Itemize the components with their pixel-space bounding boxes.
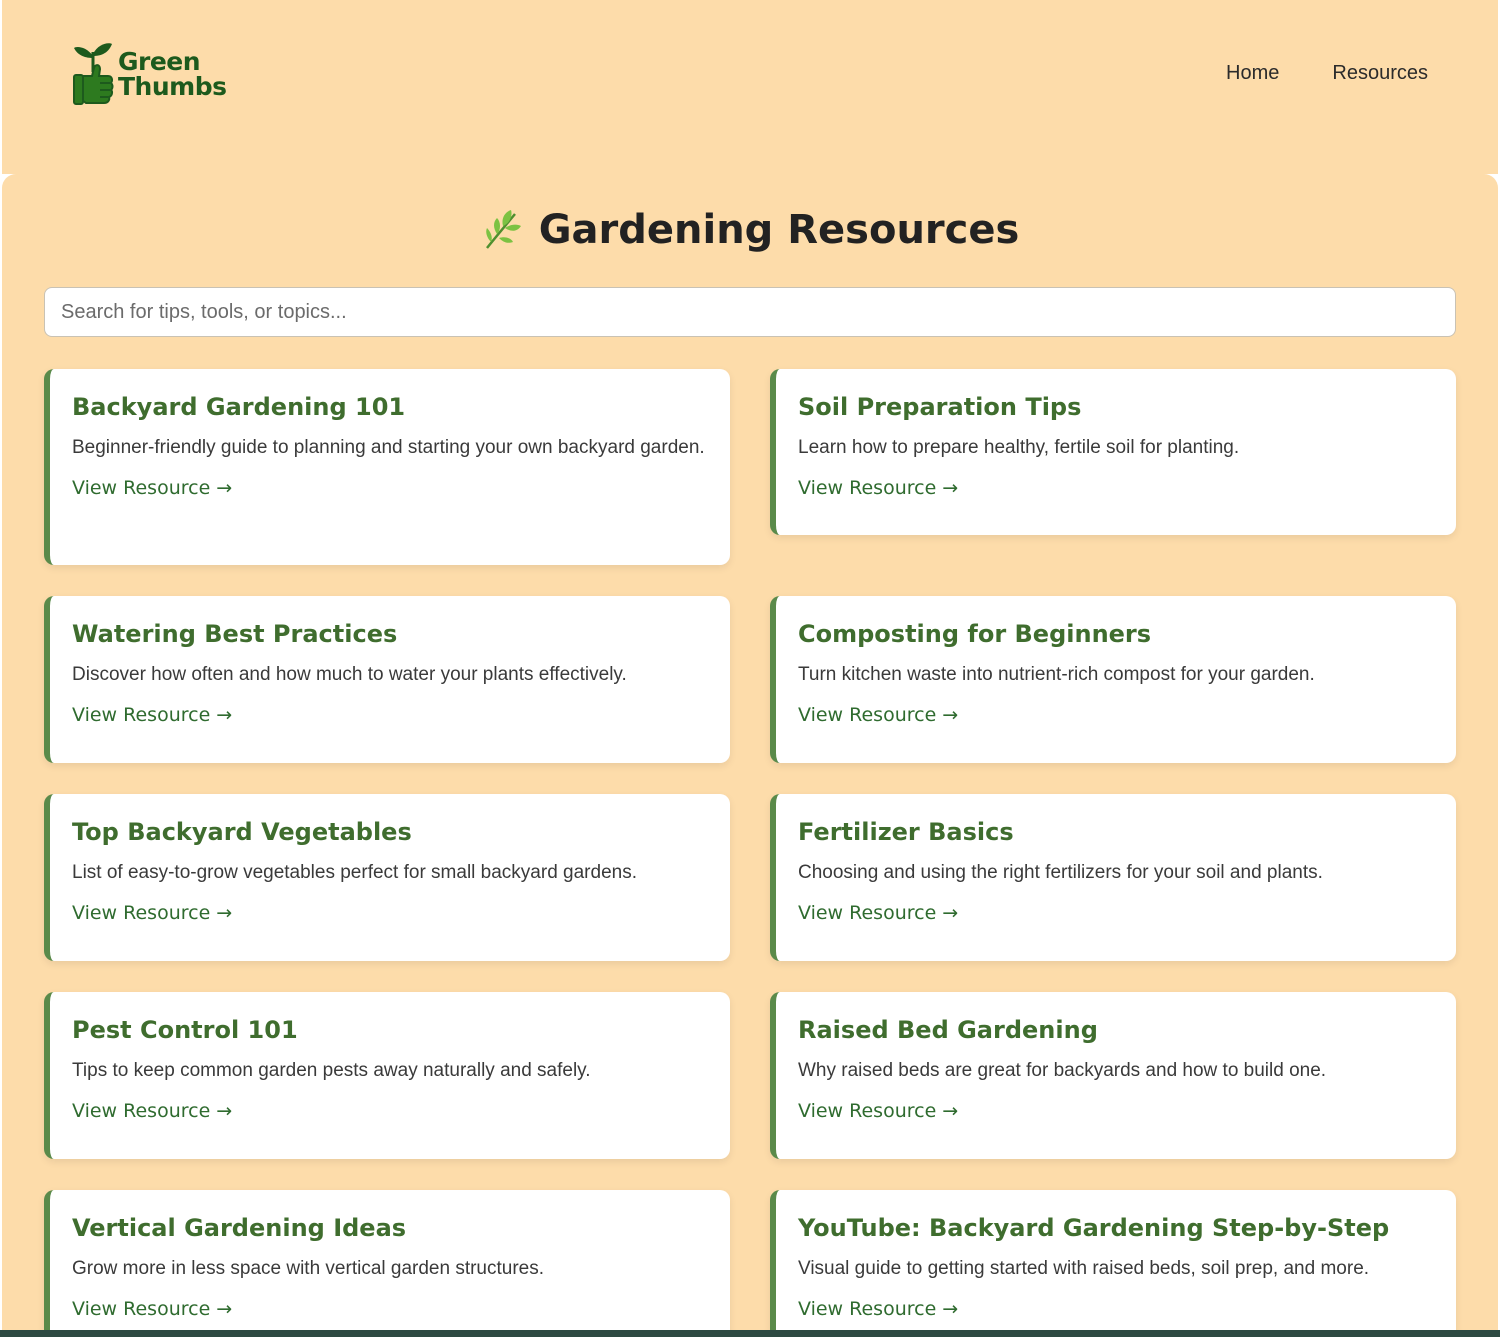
card-description: Beginner-friendly guide to planning and starting your own backyard garden.: [72, 437, 705, 458]
card-title: Raised Bed Gardening: [798, 1016, 1098, 1044]
view-resource-link[interactable]: View Resource →: [798, 477, 959, 499]
card-title: Fertilizer Basics: [798, 818, 1014, 846]
card-description: List of easy-to-grow vegetables perfect for small backyard gardens.: [72, 862, 637, 883]
nav-home[interactable]: Home: [1226, 62, 1280, 84]
view-resource-link[interactable]: View Resource →: [72, 704, 233, 726]
main-content: [2, 174, 1498, 1337]
card-title: Backyard Gardening 101: [72, 393, 406, 421]
card-description: Turn kitchen waste into nutrient-rich compost for your garden.: [798, 664, 1315, 685]
card-title: Vertical Gardening Ideas: [72, 1214, 407, 1242]
herb-leaf-icon: [481, 208, 521, 252]
main-nav: [1226, 62, 1428, 85]
resource-card: [770, 794, 1456, 961]
resource-card: [770, 596, 1456, 763]
logo-line1: Green: [118, 47, 201, 76]
card-description: Why raised beds are great for backyards and how to build one.: [798, 1060, 1327, 1081]
page-title-text: Gardening Resources: [538, 207, 1020, 253]
resource-card: [44, 992, 730, 1159]
resource-card: [44, 794, 730, 961]
nav-resources[interactable]: Resources: [1332, 62, 1428, 84]
logo[interactable]: [72, 42, 226, 106]
view-resource-link[interactable]: View Resource →: [72, 477, 233, 499]
view-resource-link[interactable]: View Resource →: [798, 704, 959, 726]
view-resource-link[interactable]: View Resource →: [798, 1298, 959, 1320]
resource-card: [770, 1190, 1456, 1337]
resource-card: [770, 992, 1456, 1159]
site-header: [2, 0, 1498, 174]
page-title: [2, 207, 1498, 253]
card-description: Learn how to prepare healthy, fertile soil for planting.: [798, 437, 1240, 458]
card-title: YouTube: Backyard Gardening Step-by-Step: [798, 1214, 1390, 1242]
logo-line2: Thumbs: [118, 72, 227, 101]
view-resource-link[interactable]: View Resource →: [798, 902, 959, 924]
card-description: Visual guide to getting started with raised beds, soil prep, and more.: [798, 1258, 1370, 1279]
card-title: Soil Preparation Tips: [798, 393, 1082, 421]
view-resource-link[interactable]: View Resource →: [72, 1298, 233, 1320]
card-description: Grow more in less space with vertical garden structures.: [72, 1258, 545, 1279]
card-description: Discover how often and how much to water your plants effectively.: [72, 664, 627, 685]
card-title: Top Backyard Vegetables: [72, 818, 412, 846]
footer-edge: [0, 1330, 1500, 1337]
card-title: Watering Best Practices: [72, 620, 398, 648]
logo-text: [118, 49, 226, 99]
view-resource-link[interactable]: View Resource →: [72, 1100, 233, 1122]
view-resource-link[interactable]: View Resource →: [798, 1100, 959, 1122]
resource-card: [770, 369, 1456, 535]
card-title: Pest Control 101: [72, 1016, 298, 1044]
card-description: Tips to keep common garden pests away naturally and safely.: [72, 1060, 591, 1081]
resource-card: [44, 596, 730, 763]
card-description: Choosing and using the right fertilizers for your soil and plants.: [798, 862, 1323, 883]
resource-card: [44, 1190, 730, 1337]
view-resource-link[interactable]: View Resource →: [72, 902, 233, 924]
resource-card: [44, 369, 730, 565]
thumbs-up-sprout-icon: [72, 42, 114, 106]
card-title: Composting for Beginners: [798, 620, 1152, 648]
search-input[interactable]: [44, 287, 1456, 337]
